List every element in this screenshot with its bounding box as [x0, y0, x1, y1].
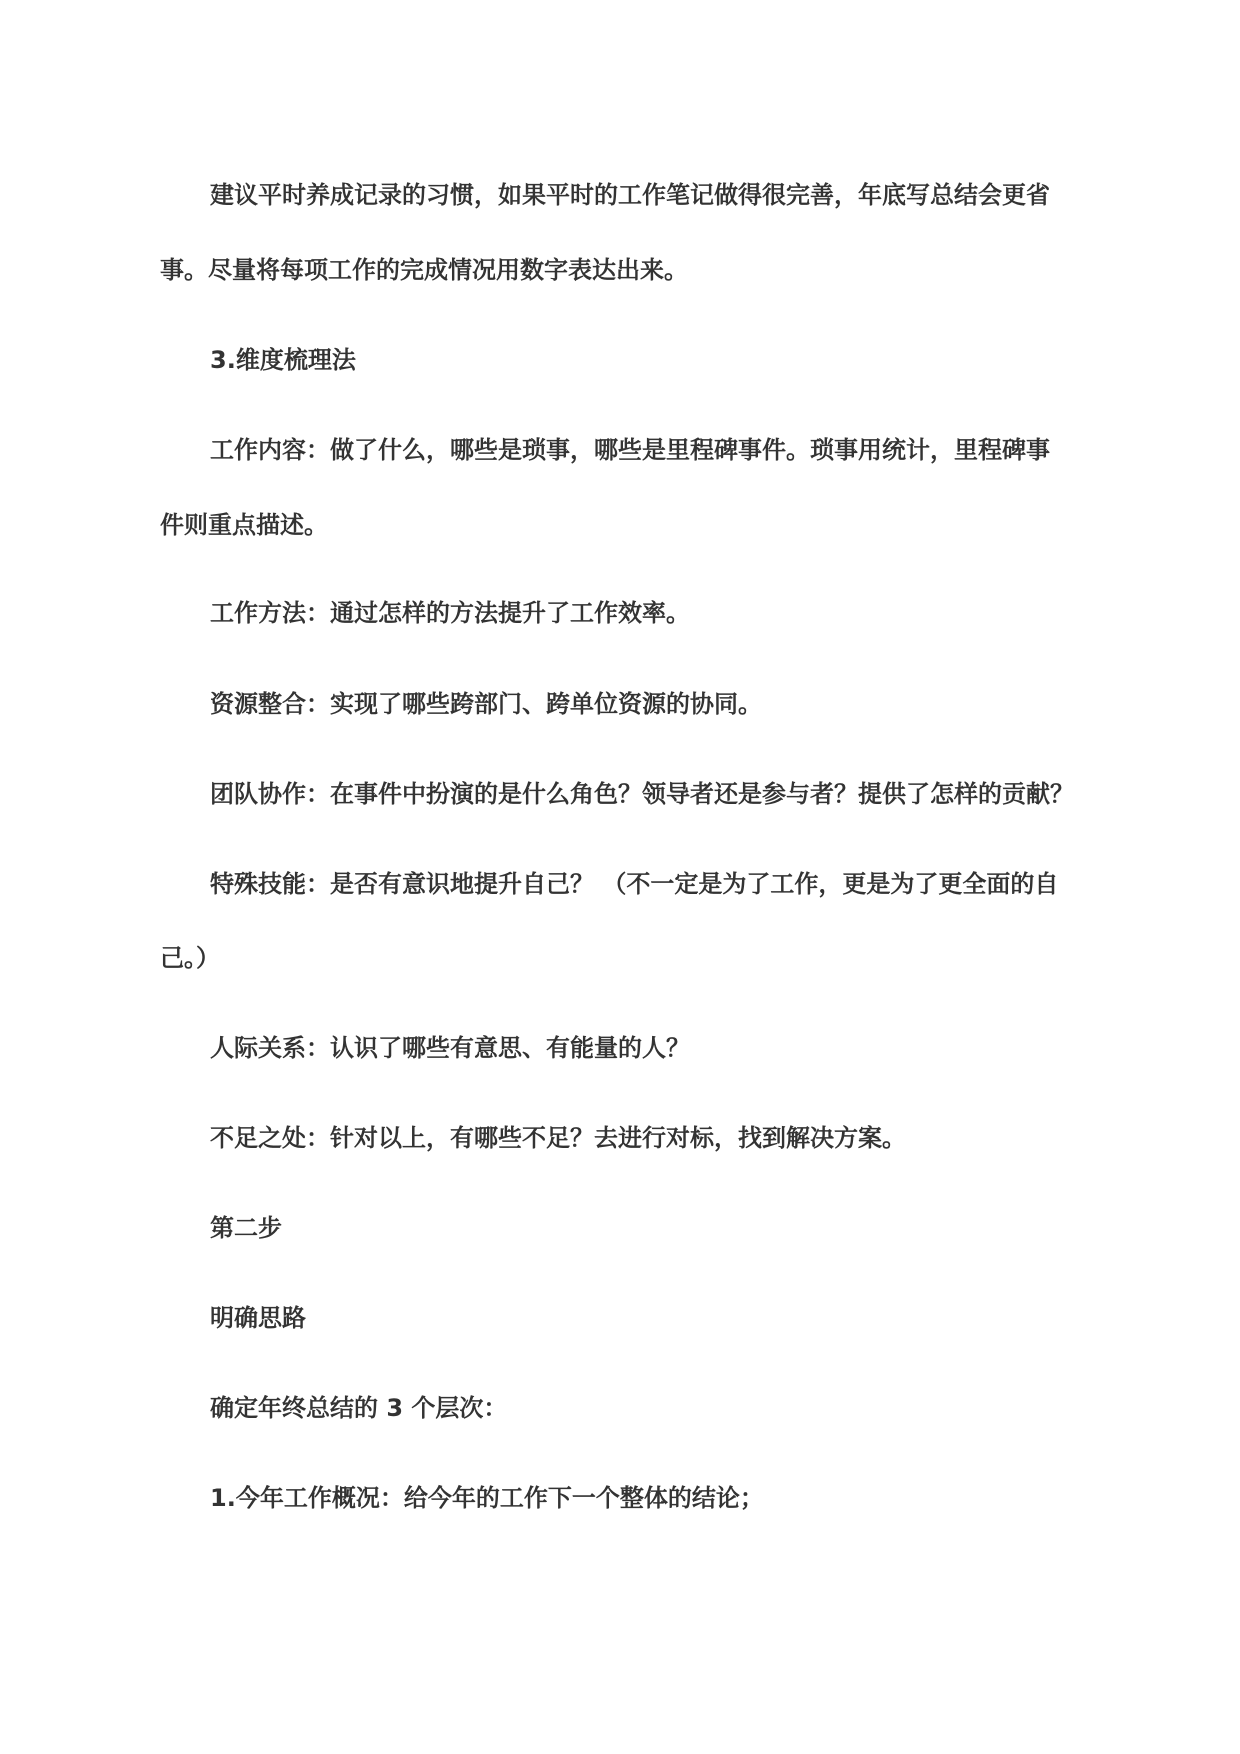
paragraph-line: 件则重点描述。 [160, 511, 328, 539]
paragraph-line: 不足之处：针对以上，有哪些不足？去进行对标，找到解决方案。 [210, 1124, 906, 1152]
paragraph-line: 己。） [160, 944, 220, 972]
paragraph-line: 工作内容：做了什么，哪些是琐事，哪些是里程碑事件。琐事用统计，里程碑事 [210, 436, 1050, 464]
step-subheading: 明确思路 [210, 1304, 306, 1332]
paragraph-line: 工作方法：通过怎样的方法提升了工作效率。 [210, 599, 690, 627]
paragraph-line: 团队协作：在事件中扮演的是什么角色？领导者还是参与者？提供了怎样的贡献？ [210, 780, 1074, 808]
paragraph-line: 特殊技能：是否有意识地提升自己？ （不一定是为了工作，更是为了更全面的自 [210, 870, 1059, 898]
paragraph-line: 建议平时养成记录的习惯，如果平时的工作笔记做得很完善，年底写总结会更省 [210, 181, 1050, 209]
paragraph-line: 人际关系：认识了哪些有意思、有能量的人？ [210, 1034, 690, 1062]
section-heading: 3.维度梳理法 [210, 346, 356, 374]
paragraph-line: 确定年终总结的 3 个层次： [210, 1394, 508, 1422]
paragraph-line: 事。尽量将每项工作的完成情况用数字表达出来。 [160, 256, 688, 284]
paragraph-line: 资源整合：实现了哪些跨部门、跨单位资源的协同。 [210, 690, 762, 718]
step-heading: 第二步 [210, 1214, 282, 1242]
paragraph-line: 1.今年工作概况：给今年的工作下一个整体的结论； [210, 1484, 764, 1512]
